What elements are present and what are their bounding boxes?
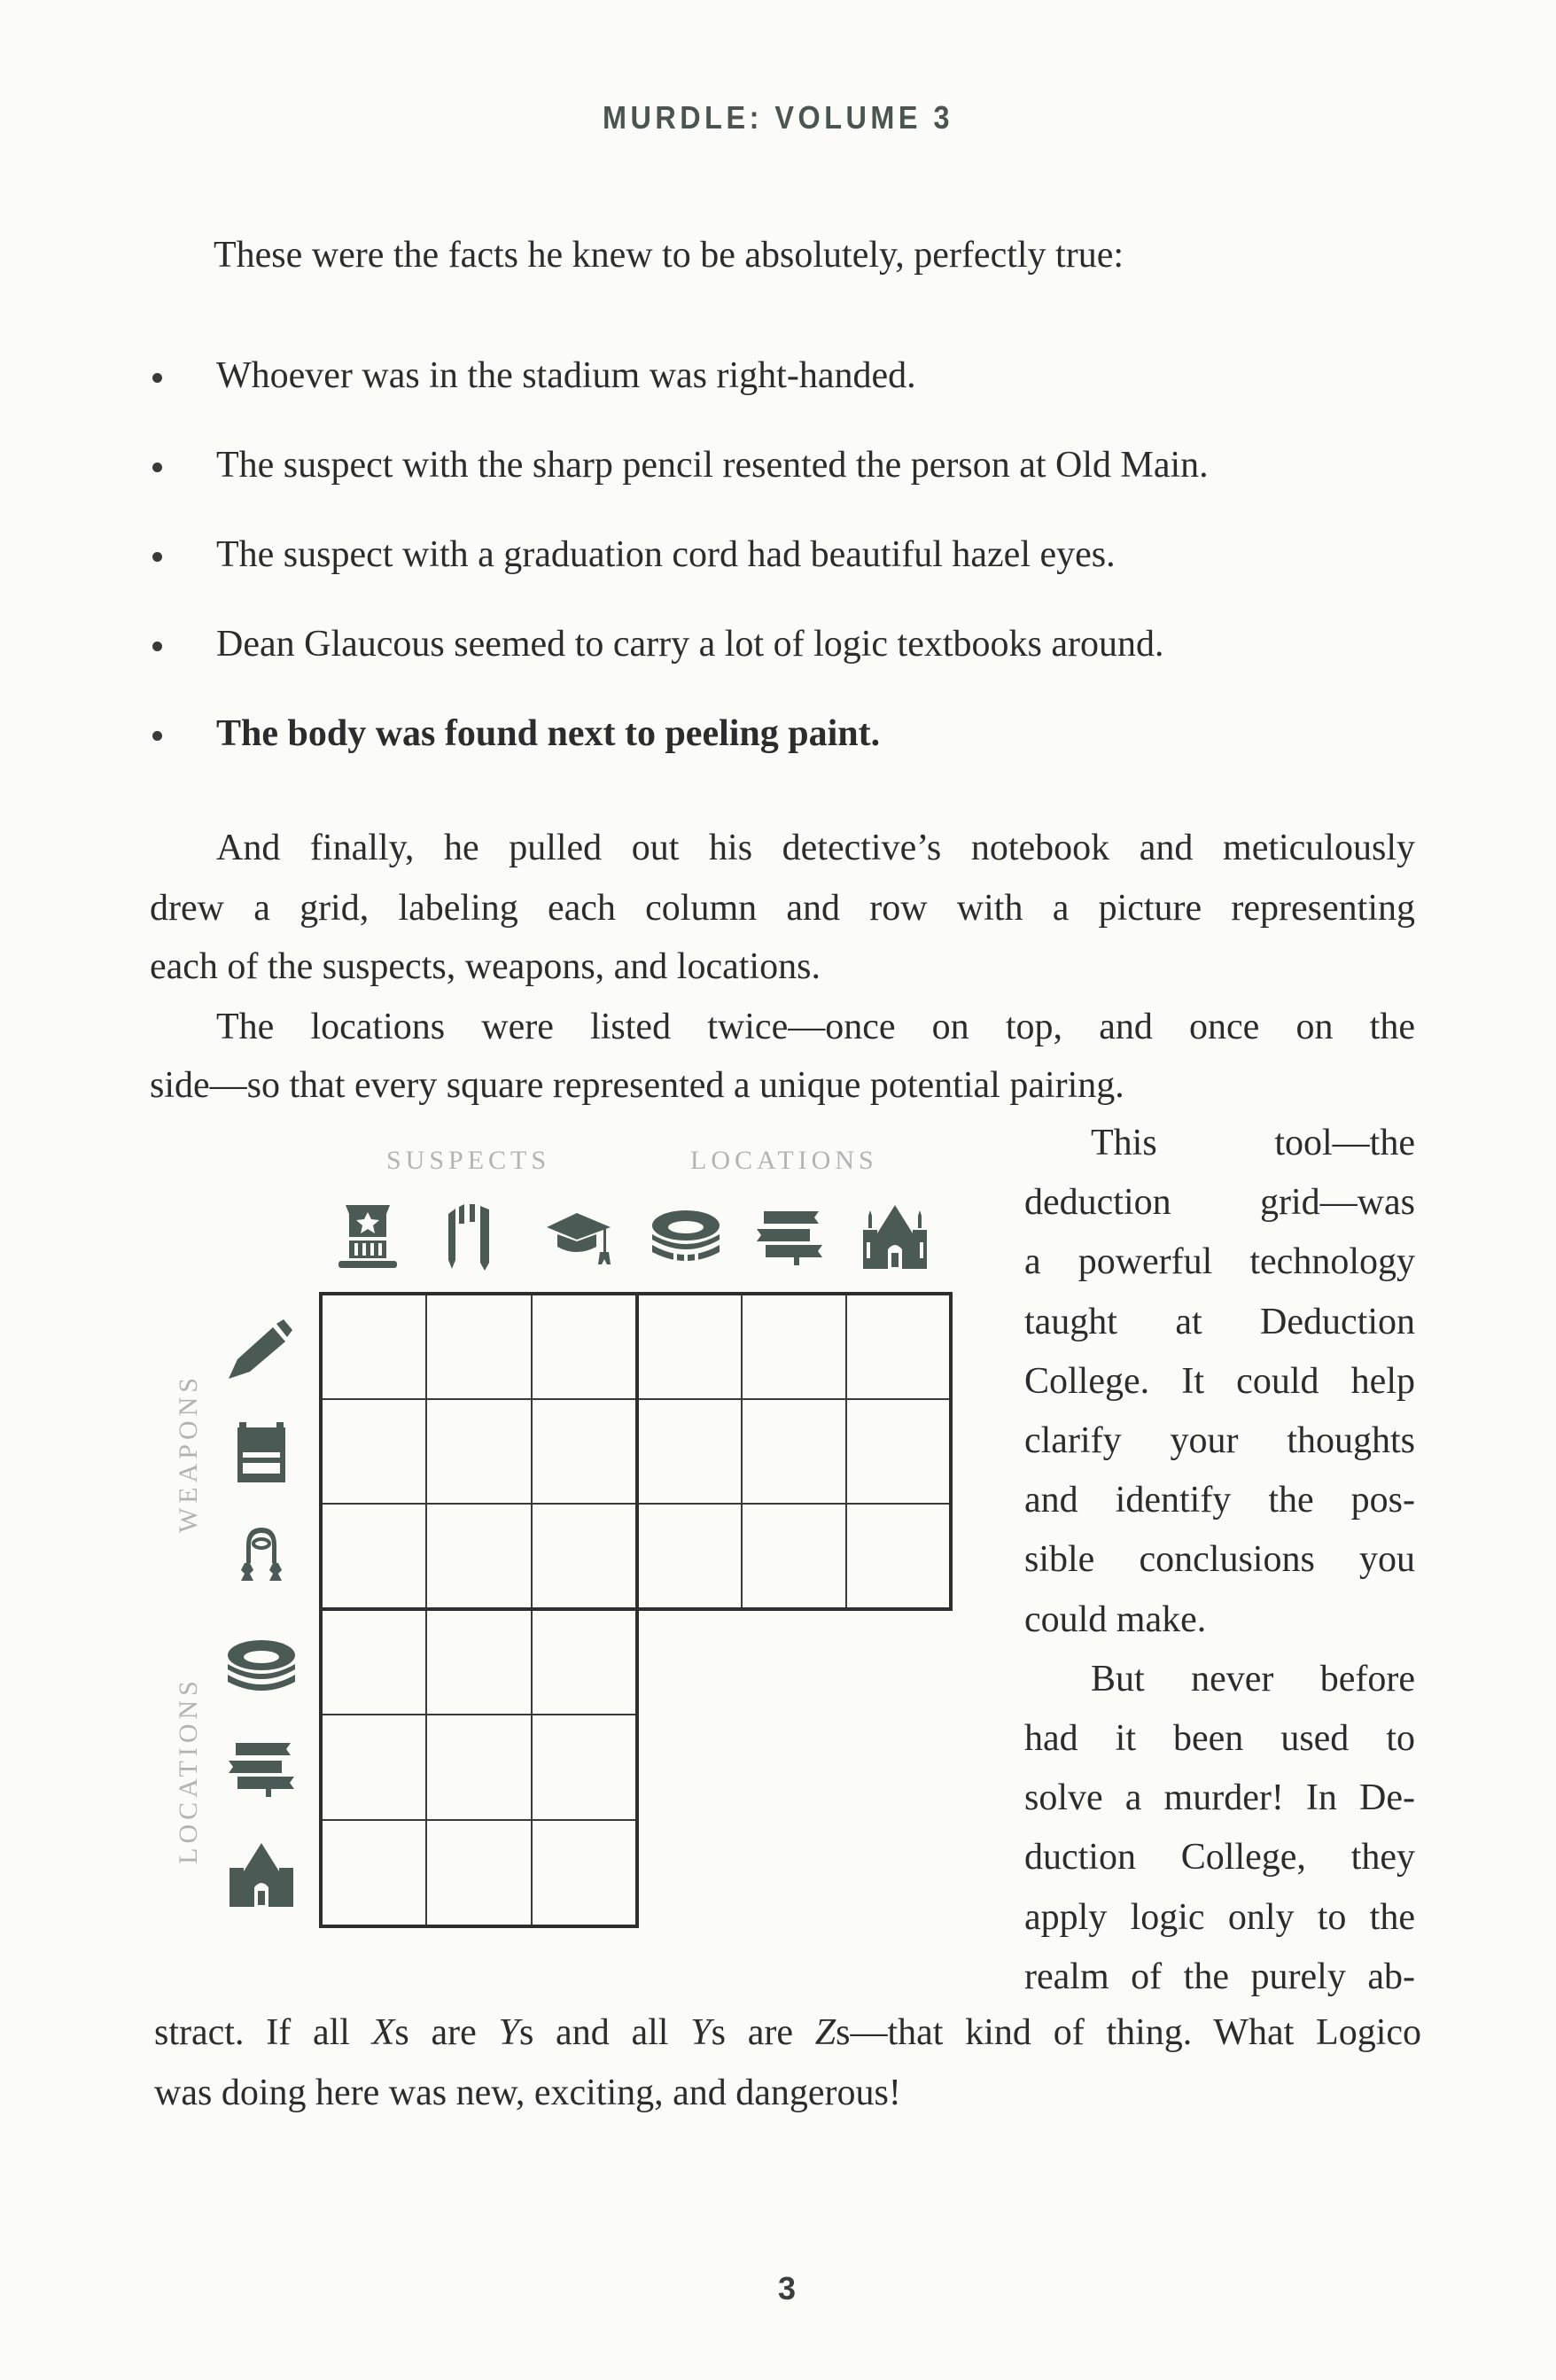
- para2-line: side—so that every square represented a unique potential pairing.: [150, 1065, 1124, 1106]
- suspects-label: SUSPECTS: [386, 1146, 551, 1175]
- pencil-icon: [227, 1318, 294, 1381]
- text: s are: [711, 2012, 815, 2053]
- side-column-line: realm of the purely ab-: [1024, 1956, 1415, 1997]
- library-books-icon: [227, 1741, 296, 1798]
- old-main-building-icon: [228, 1841, 295, 1909]
- fact-5: The body was found next to peeling paint.: [216, 713, 881, 754]
- intro-text: These were the facts he knew to be absolutely, perfectly true:: [214, 235, 1124, 276]
- deduction-grid: [317, 1290, 955, 1932]
- italic-var: X: [371, 2012, 395, 2053]
- side-column-line: and identify the pos-: [1024, 1480, 1415, 1521]
- running-title: MURDLE: VOLUME 3: [603, 99, 953, 136]
- side-column-line: had it been used to: [1024, 1718, 1415, 1759]
- side-column-line: This tool—the: [1091, 1123, 1415, 1163]
- graduation-cord-icon: [236, 1524, 287, 1588]
- library-books-icon: [755, 1209, 824, 1266]
- page-number: 3: [777, 2270, 797, 2306]
- bullet: [152, 373, 162, 383]
- para2-line: The locations were listed twice—once on top, and once on the: [216, 1007, 1415, 1047]
- fact-1: Whoever was in the stadium was right-handed.: [216, 355, 916, 396]
- bullet: [152, 642, 162, 651]
- side-column-line: could make.: [1024, 1598, 1207, 1640]
- text: s are: [394, 2012, 499, 2053]
- side-column-line: deduction grid—was: [1024, 1182, 1415, 1224]
- backpack-icon: [236, 1420, 287, 1484]
- scarf-icon: [443, 1203, 502, 1271]
- para1-line: And finally, he pulled out his detective’s notebook and meticulously: [216, 828, 1415, 868]
- side-column-line: sible conclusions you: [1024, 1539, 1415, 1581]
- fact-3: The suspect with a graduation cord had beautiful hazel eyes.: [216, 534, 1116, 575]
- text: s and all: [518, 2012, 691, 2053]
- closing-line-1: [154, 2010, 1421, 2056]
- italic-var: Y: [498, 2012, 519, 2053]
- stadium-icon: [226, 1637, 297, 1695]
- graduation-cap-icon: [545, 1209, 612, 1267]
- side-column-line: apply logic only to the: [1024, 1896, 1415, 1938]
- weapons-label: WEAPONS: [174, 1373, 203, 1534]
- locations-top-label: LOCATIONS: [690, 1146, 878, 1175]
- text: stract. If all: [154, 2012, 372, 2053]
- top-hat-icon: [337, 1203, 399, 1270]
- bullet: [152, 463, 162, 472]
- para1-line: drew a grid, labeling each column and row with a picture representing: [150, 888, 1415, 929]
- side-column-line: a powerful technology: [1024, 1241, 1415, 1283]
- stadium-icon: [650, 1208, 721, 1265]
- fact-2: The suspect with the sharp pencil resented the person at Old Main.: [216, 445, 1209, 486]
- side-column-line: taught at Deduction: [1024, 1301, 1415, 1342]
- side-column-line: clarify your thoughts: [1024, 1420, 1415, 1461]
- side-column-line: But never before: [1091, 1658, 1415, 1699]
- bullet: [152, 552, 162, 562]
- locations-side-label: LOCATIONS: [174, 1676, 203, 1864]
- side-column-line: College. It could help: [1024, 1360, 1415, 1402]
- para1-line: each of the suspects, weapons, and locations.: [150, 946, 821, 987]
- italic-var: Y: [690, 2012, 712, 2053]
- italic-var: Z: [814, 2012, 836, 2053]
- side-column-line: duction College, they: [1024, 1837, 1415, 1878]
- old-main-building-icon: [861, 1203, 929, 1271]
- fact-4: Dean Glaucous seemed to carry a lot of logic textbooks around.: [216, 624, 1164, 665]
- text: s—that kind of thing. What Logico: [836, 2012, 1422, 2053]
- bullet: [152, 731, 162, 741]
- closing-line-2: was doing here was new, exciting, and dangerous!: [154, 2073, 901, 2113]
- side-column-line: solve a murder! In De-: [1024, 1777, 1415, 1819]
